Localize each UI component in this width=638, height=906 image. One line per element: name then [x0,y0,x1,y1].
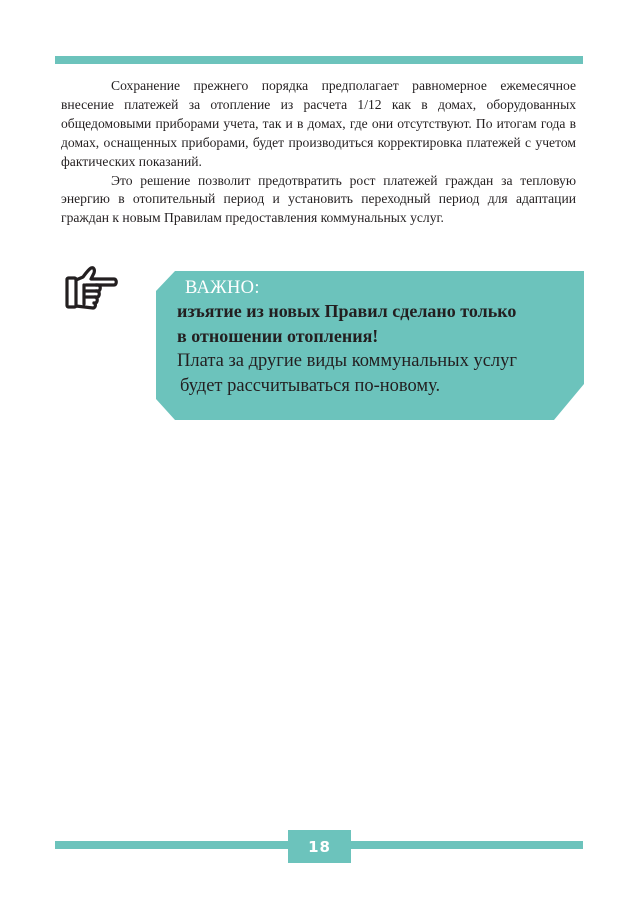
callout-normal-line-1: Плата за другие виды коммунальных услуг [177,351,518,371]
callout-bold-line-2: в отношении отопления! [177,326,379,346]
callout-normal-line-2: будет рассчитываться по-новому. [180,376,441,396]
callout-heading: ВАЖНО: [185,278,260,298]
paragraph-2: Это решение позволит предотвратить рост платежей граждан за тепловую энергию в отопительный период и установить переходный период для адаптации граждан к новым Правилам предоставления коммунальных услуг. [61,172,576,226]
bottom-rule-right [351,841,583,849]
page-number: 18 [308,837,331,856]
important-callout-text [177,277,577,399]
body-text [61,77,576,228]
page-number-box [288,830,351,863]
bottom-rule-left [55,841,288,849]
callout-bold-line-1: изъятие из новых Правил сделано только [177,301,517,321]
top-rule [55,56,583,64]
pointing-hand-icon [64,264,118,314]
paragraph-1: Сохранение прежнего порядка предполагает равномерное ежемесячное внесение платежей за отопление из расчета 1/12 как в домах, оборудованных общедомовыми приборами учета, так и в домах, где они отсутствуют. По итогам года в домах, оснащенных приборами, будет производиться корректировка платежей с учетом фактических показаний. [61,78,576,169]
